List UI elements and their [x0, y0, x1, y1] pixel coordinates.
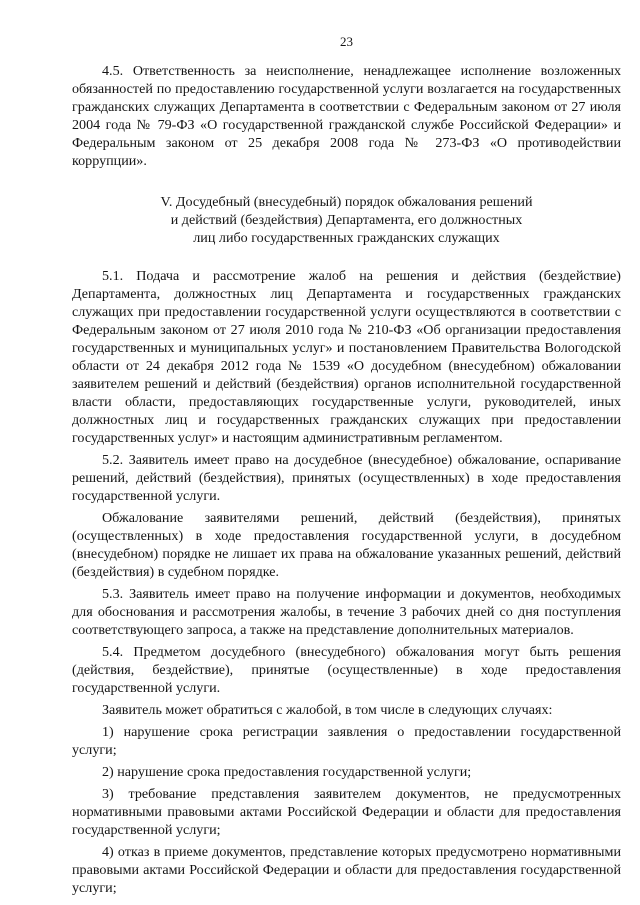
- document-page: [72, 0, 621, 905]
- paragraph-5-2: 5.2. Заявитель имеет право на досудебное (внесудебное) обжалование, оспаривание решений, действий (бездействия), принятых (осуществленных) в ходе предоставления государственной услуги.: [72, 452, 621, 504]
- page-number: 23: [340, 34, 353, 49]
- paragraph-5-3: 5.3. Заявитель имеет право на получение информации и документов, необходимых для обоснования и рассмотрения жалобы, в течение 3 рабочих дней со дня поступления соответствующего запроса, а также на представление дополнительных материалов.: [72, 586, 621, 638]
- paragraph-cases-intro: Заявитель может обратиться с жалобой, в том числе в следующих случаях:: [102, 702, 553, 718]
- list-item-3: 3) требование представления заявителем документов, не предусмотренных нормативными правовыми актами Российской Федерации и области для предоставления государственной услуги;: [72, 786, 621, 838]
- list-item-1: 1) нарушение срока регистрации заявления о предоставлении государственной услуги;: [72, 724, 621, 758]
- paragraph-5-4: 5.4. Предметом досудебного (внесудебного) обжалования могут быть решения (действия, бездействие), принятые (осуществленные) в ходе предоставления государственной услуги.: [72, 644, 621, 696]
- section-heading-line-2: и действий (бездействия) Департамента, его должностных: [170, 212, 523, 228]
- paragraph-5-1: 5.1. Подача и рассмотрение жалоб на решения и действия (бездействие) Департамента, должностных лиц Департамента и государственных гражданских служащих при предоставлении государственной услуги осуществляются в соответствии с Федеральным законом от 27 июля 2010 года № 210-ФЗ «Об организации предоставления государственных и муниципальных услуг» и постановлением Правительства Вологодской области от 24 декабря 2012 года № 1539 «О досудебном (внесудебном) обжаловании заявителем решений и действий (бездействия) органов исполнительной государственной власти области, предоставляющих государственные услуги, руководителей, иных должностных лиц и государственных гражданских служащих при предоставлении государственных услуг» и настоящим административным регламентом.: [72, 268, 621, 446]
- list-item-4: 4) отказ в приеме документов, представление которых предусмотрено нормативными правовыми актами Российской Федерации и области для предоставления государственной услуги;: [72, 844, 621, 896]
- document-body: [72, 62, 621, 897]
- paragraph-4-5: 4.5. Ответственность за неисполнение, ненадлежащее исполнение возложенных обязанностей по предоставлению государственной услуги возлагается на государственных гражданских служащих Департамента в соответствии с Федеральным законом от 27 июля 2004 года № 79-ФЗ «О государственной гражданской службе Российской Федерации» и Федеральным законом от 25 декабря 2008 года № 273-ФЗ «О противодействии коррупции».: [72, 63, 621, 169]
- list-item-2: 2) нарушение срока предоставления государственной услуги;: [102, 764, 472, 780]
- section-heading-line-3: лиц либо государственных гражданских служащих: [193, 230, 500, 246]
- section-heading-line-1: V. Досудебный (внесудебный) порядок обжалования решений: [160, 194, 533, 210]
- paragraph-appeal-note: Обжалование заявителями решений, действий (бездействия), принятых (осуществленных) в ходе предоставления государственной услуги, в досудебном (внесудебном) порядке не лишает их права на обжалование указанных решений, действий (бездействия) в судебном порядке.: [72, 510, 621, 580]
- section-heading: [72, 193, 621, 247]
